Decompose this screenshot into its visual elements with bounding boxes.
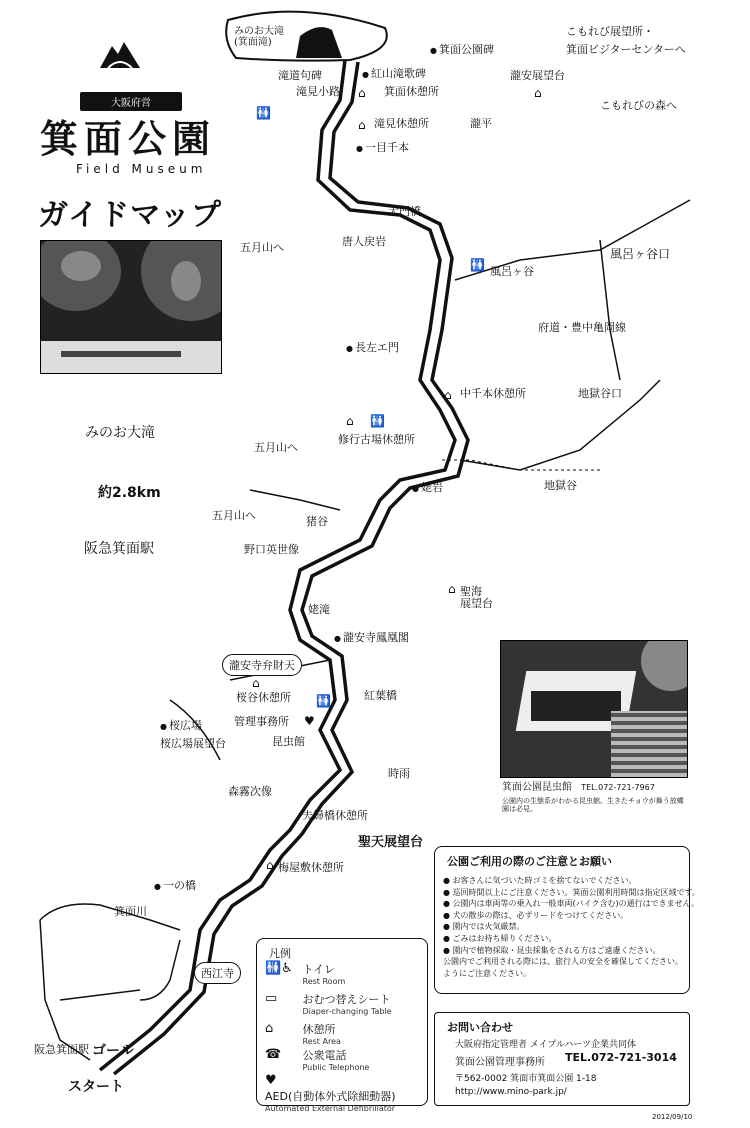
telephone-icon: ☎ bbox=[265, 1047, 282, 1062]
daimon-bridge-label: 大門橋 bbox=[388, 205, 421, 218]
tashira-label: 瀧平 bbox=[470, 117, 492, 130]
noguchi-label: 野口英世像 bbox=[244, 543, 299, 556]
shugyo-label: 修行古場休憩所 bbox=[338, 433, 415, 446]
legend-row-rest: ⌂ 休憩所 Rest Area bbox=[265, 1021, 341, 1046]
sakura-view-label: 桜広場展望台 bbox=[160, 737, 226, 750]
rest-area-icon: ⌂ bbox=[266, 858, 274, 872]
legend-row-aed: ♥ AED(自動体外式除細動器) Automated External Defibrillator bbox=[265, 1073, 396, 1113]
satsuki-1-label[interactable]: 五月山へ bbox=[240, 241, 284, 254]
diaper-icon: ▭ bbox=[265, 991, 278, 1006]
aed-icon: ♥ bbox=[304, 714, 315, 728]
notice-item: ● 園内で植物採取・昆虫採集をされる方はご遠慮ください。 bbox=[443, 945, 661, 955]
kyoutaki-label: 姥滝 bbox=[308, 603, 330, 616]
toilet-icon: 🚻 bbox=[256, 106, 271, 120]
toilet-icon: 🚻♿ bbox=[265, 961, 293, 976]
insect-museum-photo bbox=[500, 640, 688, 778]
contact-tel: TEL.072-721-3014 bbox=[565, 1051, 677, 1064]
notice-item: ● 犬の散歩の際は、必ずリードをつけてください。 bbox=[443, 910, 629, 920]
notice-box bbox=[434, 846, 700, 994]
jizodani-exit-label: 地獄谷口 bbox=[578, 387, 622, 400]
komorebi-forest-label[interactable]: こもれびの森へ bbox=[600, 99, 677, 112]
rest-area-icon: ⌂ bbox=[358, 86, 366, 100]
rest-area-icon: ⌂ bbox=[265, 1021, 274, 1036]
satsuki-3-label[interactable]: 五月山へ bbox=[212, 509, 256, 522]
kaerudani-label: 猪谷 bbox=[306, 515, 328, 528]
notice-item: ようにご注意ください。 bbox=[443, 968, 531, 978]
jizodani-label: 地獄谷 bbox=[544, 479, 577, 492]
minoh-rest-label: 箕面休憩所 bbox=[384, 85, 439, 98]
tokiwa-label: 時雨 bbox=[388, 767, 410, 780]
contact-url[interactable]: http://www.mino-park.jp/ bbox=[455, 1087, 567, 1097]
notice-list bbox=[443, 875, 700, 979]
distance-label: 約2.8km bbox=[98, 485, 161, 501]
ichinohashi-label: ● 一の橋 bbox=[154, 880, 196, 892]
toilet-icon: 🚻 bbox=[370, 414, 385, 428]
notice-item: 公園内でご利用される際には、旅行人の安全を確保してください。 bbox=[443, 957, 683, 967]
ikkisen-label: ● 一目千本 bbox=[356, 142, 409, 154]
legend-row-diaper: ▭ おむつ替えシート Diaper-changing Table bbox=[265, 991, 392, 1016]
destination-label: みのお大滝 bbox=[85, 425, 155, 441]
insect-label: 昆虫館 bbox=[272, 735, 305, 748]
route-line-label: 府道・豊中亀岡線 bbox=[538, 321, 626, 334]
print-date: 2012/09/10 bbox=[652, 1113, 693, 1121]
satsuki-2-label[interactable]: 五月山へ bbox=[254, 441, 298, 454]
insect-museum-name: 箕面公園昆虫館 bbox=[502, 782, 572, 793]
kaeiwa-label: ● 姥岩 bbox=[412, 482, 443, 494]
couple-label: 夫婦橋休憩所 bbox=[302, 809, 368, 822]
furoga-label: 風呂ヶ谷 bbox=[490, 265, 534, 278]
rest-area-icon: ⌂ bbox=[252, 676, 260, 690]
observation-tower-label: 瀧安展望台 bbox=[510, 69, 565, 82]
rest-area-icon: ⌂ bbox=[346, 414, 354, 428]
toilet-icon: 🚻 bbox=[470, 258, 485, 272]
contact-box bbox=[434, 1012, 690, 1106]
contact-org2: 箕面公園管理事務所 bbox=[455, 1057, 545, 1068]
chosaemon-label: ● 長左エ門 bbox=[346, 342, 399, 354]
furoga-exit-label: 風呂ヶ谷口 bbox=[610, 247, 671, 261]
origin-label: 阪急箕面駅 bbox=[84, 541, 154, 557]
sakura-rest-label: 桜谷休憩所 bbox=[236, 691, 291, 704]
ryuanji-bridge-label: ● 瀧安寺鳳凰閣 bbox=[334, 632, 409, 644]
karayama-label: ● 紅山滝歌碑 bbox=[362, 68, 426, 80]
park-subtitle: Field Museum bbox=[76, 162, 207, 176]
seikai-label: 聖海 展望台 bbox=[460, 585, 493, 611]
rest-area-icon: ⌂ bbox=[444, 388, 452, 402]
notice-item: ● 巡回時間以上にご注意ください。箕面公園利用時間は指定区域です。 bbox=[443, 887, 700, 897]
office-label: 管理事務所 bbox=[234, 715, 289, 728]
momiji-label: 紅葉橋 bbox=[364, 689, 397, 702]
komorebi-top-label: こもれび展望所・ bbox=[566, 25, 654, 38]
waterfall-label: みのお大滝 (箕面滝) bbox=[234, 26, 284, 48]
taki-monument-label: 滝道句碑 bbox=[278, 69, 322, 82]
notice-item: ● お客さんに気づいた時ゴミを捨てないでください。 bbox=[443, 876, 637, 885]
visitor-center-label[interactable]: 箕面ビジターセンターへ bbox=[566, 43, 686, 56]
contact-heading: お問い合わせ bbox=[447, 1021, 513, 1034]
rest-area-icon: ⌂ bbox=[534, 86, 542, 100]
prefecture-badge: 大阪府営 bbox=[80, 92, 182, 111]
contact-org1: 大阪府指定管理者 メイプルハーツ企業共同体 bbox=[455, 1040, 637, 1050]
tsurugaoka-label: 梅屋敷休憩所 bbox=[278, 861, 344, 874]
rest-area-icon: ⌂ bbox=[358, 118, 366, 132]
toilet-icon: 🚻 bbox=[316, 694, 331, 708]
takimi-label: 滝見小路 bbox=[296, 85, 340, 98]
legend-row-toilet: 🚻♿ トイレ Rest Room bbox=[265, 961, 346, 986]
goal-label: ゴール bbox=[92, 1043, 134, 1059]
sakura-field-label: ● 桜広場 bbox=[160, 720, 202, 732]
legend-heading: 凡例 bbox=[269, 947, 291, 960]
park-title: 箕面公園 bbox=[40, 116, 217, 161]
notice-item: ● 園内では火気厳禁。 bbox=[443, 922, 525, 932]
notice-item: ● ごみはお持ち帰りください。 bbox=[443, 933, 557, 943]
rest-area-icon: ⌂ bbox=[448, 582, 456, 596]
insect-museum-tel: TEL.072-721-7967 bbox=[581, 783, 655, 792]
nakasenbon-label: 中千本休憩所 bbox=[460, 387, 526, 400]
notice-heading: 公園ご利用の際のご注意とお願い bbox=[447, 855, 612, 868]
minoh-river-label: 箕面川 bbox=[114, 905, 147, 918]
minoh-monument-label: ● 箕面公園碑 bbox=[430, 44, 494, 56]
benzaiten-label: 瀧安寺弁財天 bbox=[222, 654, 302, 676]
legend-box bbox=[256, 938, 428, 1113]
insect-museum-title bbox=[502, 782, 655, 793]
notice-item: ● 公園内は車両等の乗入れ一般車両(バイク含む)の通行はできません。 bbox=[443, 899, 700, 909]
guide-map-title: ガイドマップ bbox=[38, 198, 222, 233]
seiryu-label: 聖天展望台 bbox=[358, 835, 424, 850]
takimi-rest-label: 滝見休憩所 bbox=[374, 117, 429, 130]
tojin-label: 唐人戻岩 bbox=[342, 235, 386, 248]
moriyama-label: 森霧次像 bbox=[228, 785, 272, 798]
river bbox=[440, 460, 600, 470]
start-label: スタート bbox=[68, 1079, 124, 1095]
waterfall-rock bbox=[296, 27, 342, 58]
legend-row-phone: ☎ 公衆電話 Public Telephone bbox=[265, 1047, 370, 1072]
saikoji-label: 西江寺 bbox=[194, 962, 241, 984]
contact-address: 〒562-0002 箕面市箕面公園 1-18 bbox=[455, 1074, 597, 1084]
aed-icon: ♥ bbox=[265, 1073, 277, 1088]
insect-museum-desc: 公園内の生態系がわかる昆虫館。生きたチョウが舞う放蝶園は必見。 bbox=[502, 797, 684, 813]
station-label: 阪急箕面駅 bbox=[34, 1043, 89, 1056]
